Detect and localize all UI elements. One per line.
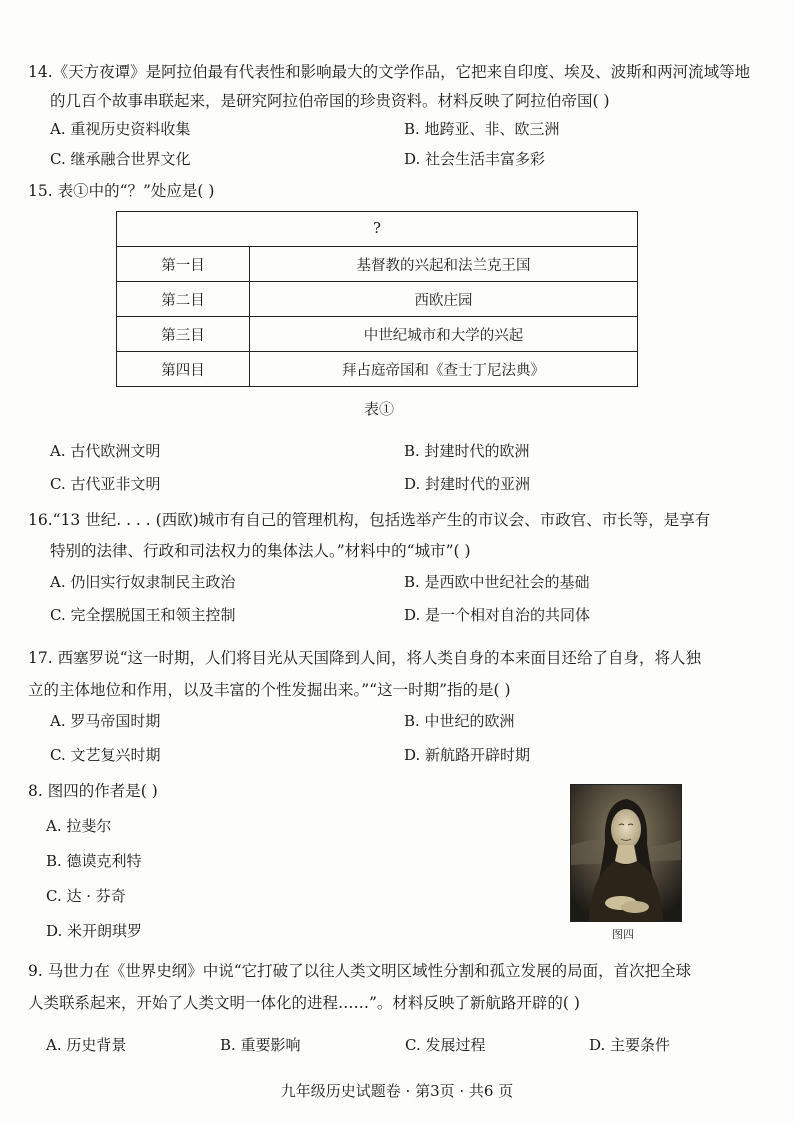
question-15-option-b[interactable]: B. 封建时代的欧洲 (404, 442, 530, 460)
table-row (117, 247, 638, 282)
question-17-line2: 立的主体地位和作用，以及丰富的个性发掘出来。”“这一时期”指的是( ) (28, 681, 511, 699)
question-14-stem (28, 58, 768, 116)
question-18-stem: 8. 图四的作者是( ) (28, 782, 158, 800)
question-15-option-c[interactable]: C. 古代亚非文明 (50, 475, 161, 493)
question-17-line1: 17. 西塞罗说“这一时期，人们将目光从天国降到人间，将人类自身的本来面目还给了自身，将人独 (28, 649, 702, 667)
question-19-option-d[interactable]: D. 主要条件 (589, 1036, 671, 1054)
table-row-label: 第一目 (117, 247, 250, 282)
question-15-option-a[interactable]: A. 古代欧洲文明 (50, 442, 161, 460)
question-14-option-c[interactable]: C. 继承融合世界文化 (50, 150, 191, 168)
question-19-line2: 人类联系起来，开始了人类文明一体化的进程……”。材料反映了新航路开辟的( ) (28, 994, 580, 1012)
question-17-options-row1 (28, 710, 768, 744)
question-15 (28, 177, 768, 206)
table-row (117, 317, 638, 352)
question-16-stem (28, 505, 768, 567)
question-15-options-row1 (28, 440, 768, 473)
question-19-stem (28, 955, 768, 1019)
table-1-caption: 表① (364, 400, 395, 418)
question-16-options-row1 (28, 571, 768, 604)
question-16 (28, 505, 768, 634)
question-16-line2: 特别的法律、行政和司法权力的集体法人。”材料中的“城市”( ) (50, 542, 471, 560)
question-16-line1: 16.“13 世纪. . . . (西欧)城市有自己的管理机构，包括选举产生的市议会、市政官、市长等，是享有 (28, 511, 711, 529)
question-14-option-a[interactable]: A. 重视历史资料收集 (50, 120, 191, 138)
question-17-option-b[interactable]: B. 中世纪的欧洲 (404, 712, 515, 730)
question-14-option-d[interactable]: D. 社会生活丰富多彩 (404, 150, 546, 168)
figure-4-caption: 图四 (612, 928, 634, 941)
table-row (117, 352, 638, 387)
question-16-option-d[interactable]: D. 是一个相对自治的共同体 (404, 606, 591, 624)
table-1 (116, 211, 638, 387)
question-17-stem (28, 642, 768, 706)
question-16-option-b[interactable]: B. 是西欧中世纪社会的基础 (404, 573, 590, 591)
question-14-line1: 14.《天方夜谭》是阿拉伯最有代表性和影响最大的文学作品，它把来自印度、埃及、波斯和两河流域等地 (28, 63, 751, 81)
question-14-line2: 的几百个故事串联起来，是研究阿拉伯帝国的珍贵资料。材料反映了阿拉伯帝国( ) (50, 92, 610, 110)
portrait-painting-image (570, 784, 682, 922)
question-18-option-b[interactable]: B. 德谟克利特 (46, 852, 142, 870)
table-row-label: 第二目 (117, 282, 250, 317)
question-18-option-d[interactable]: D. 米开朗琪罗 (46, 922, 143, 940)
question-18-option-c[interactable]: C. 达 · 芬奇 (46, 887, 126, 905)
page-footer: 九年级历史试题卷 · 第3页 · 共6 页 (280, 1082, 514, 1100)
table-row-value: 拜占庭帝国和《查士丁尼法典》 (250, 352, 638, 387)
question-19-option-c[interactable]: C. 发展过程 (405, 1036, 486, 1054)
question-14-option-b[interactable]: B. 地跨亚、非、欧三洲 (404, 120, 560, 138)
question-14-options-row1 (28, 118, 768, 148)
question-19-options (28, 1034, 768, 1060)
question-17-option-d[interactable]: D. 新航路开辟时期 (404, 746, 531, 764)
question-19-option-a[interactable]: A. 历史背景 (46, 1036, 127, 1054)
table-row (117, 282, 638, 317)
table-row-value: 基督教的兴起和法兰克王国 (250, 247, 638, 282)
question-14 (28, 58, 768, 178)
question-19 (28, 955, 768, 1019)
table-row-label: 第三目 (117, 317, 250, 352)
table-1-header: ? (117, 212, 638, 247)
question-17-option-a[interactable]: A. 罗马帝国时期 (50, 712, 161, 730)
question-15-option-d[interactable]: D. 封建时代的亚洲 (404, 475, 531, 493)
question-17-options-row2 (28, 744, 768, 774)
question-17 (28, 642, 768, 774)
question-19-option-b[interactable]: B. 重要影响 (220, 1036, 301, 1054)
question-14-options-row2 (28, 148, 768, 178)
question-15-stem: 15. 表①中的“？”处应是( ) (28, 182, 215, 200)
question-19-line1: 9. 马世力在《世界史纲》中说“它打破了以往人类文明区域性分割和孤立发展的局面，首次把全球 (28, 962, 692, 980)
table-row-label: 第四目 (117, 352, 250, 387)
question-17-option-c[interactable]: C. 文艺复兴时期 (50, 746, 161, 764)
question-16-option-c[interactable]: C. 完全摆脱国王和领主控制 (50, 606, 236, 624)
question-15-options (28, 440, 768, 503)
question-18-option-a[interactable]: A. 拉斐尔 (46, 817, 112, 835)
question-16-options-row2 (28, 604, 768, 634)
table-row-value: 中世纪城市和大学的兴起 (250, 317, 638, 352)
question-15-options-row2 (28, 473, 768, 503)
table-row-value: 西欧庄园 (250, 282, 638, 317)
question-16-option-a[interactable]: A. 仍旧实行奴隶制民主政治 (50, 573, 236, 591)
